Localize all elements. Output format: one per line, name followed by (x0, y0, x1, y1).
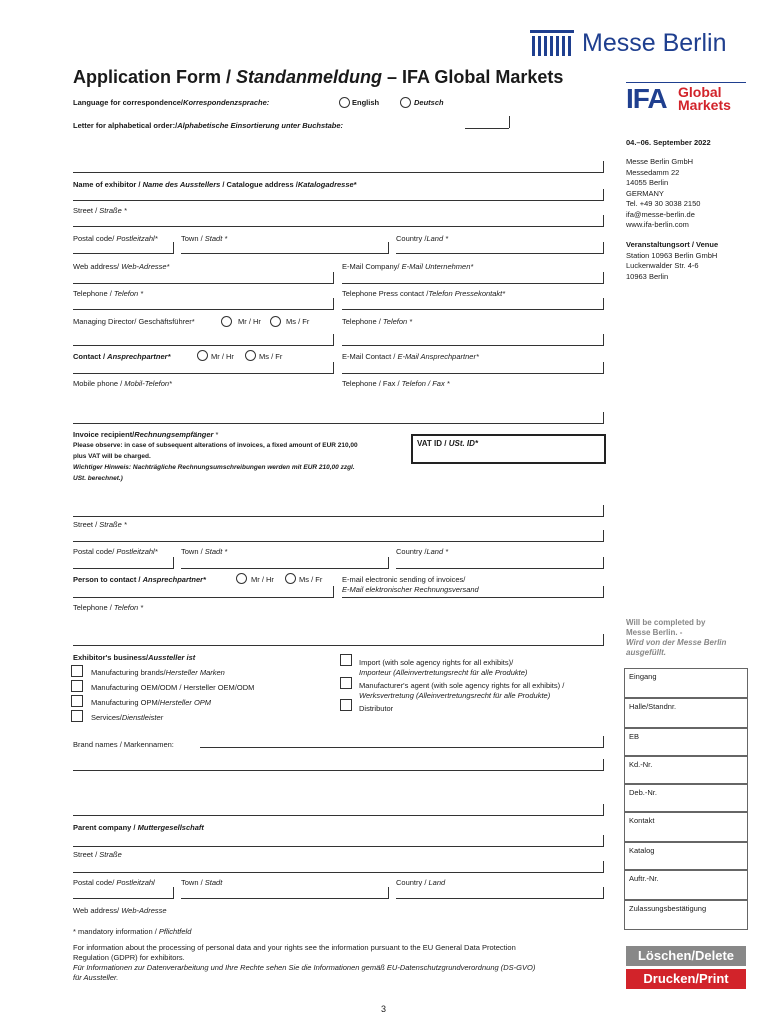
md-ms-label: Ms / Fr (286, 317, 310, 326)
invoice-postal-label: Postal code/ Postleitzahl* (73, 547, 158, 556)
business-manufacturing-brands-label: Manufacturing brands/Hersteller Marken (91, 668, 225, 677)
business-opm-label: Manufacturing OPM/Hersteller OPM (91, 698, 212, 707)
managing-director-input[interactable] (73, 345, 333, 346)
contact-label: Contact / Ansprechpartner* (73, 352, 171, 361)
field-auftr-nr[interactable]: Auftr.-Nr. (624, 870, 748, 900)
letter-label: Letter for alphabetical order:/Alphabetische Einsortierung unter Buchstabe: (73, 121, 344, 130)
business-agent-label: Manufacturer's agent (with sole agency rights for all exhibits) / Werksvertretung (Alleinvertretungsrecht für alle Produkte) (359, 681, 565, 700)
invoice-person-label: Person to contact / Ansprechpartner* (73, 575, 206, 584)
exhibitor-email-company-label: E-Mail Company/ E-Mail Unternehmen* (342, 262, 474, 271)
field-zulassungsbestaetigung[interactable]: Zulassungsbestätigung (624, 900, 748, 930)
invoice-street-input[interactable] (73, 541, 603, 542)
business-label: Exhibitor's business/Aussteller ist (73, 653, 196, 662)
messe-berlin-logo (530, 30, 750, 60)
business-distributor-checkbox[interactable] (340, 699, 352, 711)
exhibitor-telephone-input[interactable] (73, 309, 333, 310)
language-english-label: English (352, 98, 380, 107)
field-eingang[interactable]: Eingang (624, 668, 748, 698)
business-distributor-label: Distributor (359, 704, 394, 713)
parent-town-input[interactable] (181, 898, 388, 899)
delete-button[interactable]: Löschen/Delete (626, 946, 746, 966)
field-kontakt[interactable]: Kontakt (624, 812, 748, 842)
invoice-telephone-label: Telephone / Telefon * (73, 603, 144, 612)
parent-country-input[interactable] (396, 898, 603, 899)
language-deutsch-radio[interactable] (400, 97, 411, 108)
ifa-global-markets-logo (626, 82, 746, 114)
letter-input[interactable] (465, 128, 509, 129)
business-import-label: Import (with sole agency rights for all exhibits)/ Importeur (Alleinvertretungsrecht für alle Produkte) (359, 658, 528, 677)
business-services-checkbox[interactable] (71, 710, 83, 722)
parent-street-label: Street / Straße (73, 850, 122, 859)
messe-berlin-logo-text: Messe Berlin (582, 29, 727, 57)
privacy-note: For information about the processing of personal data and your rights see the information pursuant to the EU General Data Protection Regulation (GDPR) for exhibitors. Für Informationen zur Datenverarbeitung und Ihre Rechte sehen Sie die Informationen gemäß EU-Datenschutzgrundverordnung (DS-GVO) für Aussteller. (73, 943, 536, 982)
exhibitor-street-input[interactable] (73, 226, 603, 227)
language-english-radio[interactable] (339, 97, 350, 108)
brand-names-label: Brand names / Markennamen: (73, 740, 174, 749)
parent-company-input[interactable] (73, 846, 603, 847)
invoice-mr-label: Mr / Hr (251, 575, 274, 584)
parent-postal-input[interactable] (73, 898, 173, 899)
md-ms-radio[interactable] (270, 316, 281, 327)
organizer-address: Messe Berlin GmbH Messedamm 22 14055 Berlin GERMANY Tel. +49 30 3038 2150 ifa@messe-berlin.de www.ifa-berlin.com (626, 157, 701, 229)
invoice-recipient-label: Invoice recipient/Rechnungsempfänger * (73, 430, 219, 439)
business-agent-checkbox[interactable] (340, 677, 352, 689)
exhibitor-telephone-press-label: Telephone Press contact /Telefon Pressekontakt* (342, 289, 506, 298)
invoice-street-label: Street / Straße * (73, 520, 127, 529)
md-mr-radio[interactable] (221, 316, 232, 327)
ifa-logo-text: IFA (626, 83, 667, 114)
parent-postal-label: Postal code/ Postleitzahl (73, 878, 155, 887)
parent-country-label: Country / Land (396, 878, 446, 887)
invoice-top-line (73, 423, 603, 424)
invoice-town-label: Town / Stadt * (181, 547, 228, 556)
exhibitor-telephone-label: Telephone / Telefon * (73, 289, 144, 298)
exhibitor-telephone2-input[interactable] (342, 345, 603, 346)
contact-mr-radio[interactable] (197, 350, 208, 361)
print-button[interactable]: Drucken/Print (626, 969, 746, 989)
business-opm-checkbox[interactable] (71, 695, 83, 707)
md-mr-label: Mr / Hr (238, 317, 261, 326)
exhibitor-country-label: Country /Land * (396, 234, 449, 243)
vat-id-label: VAT ID / USt. ID* (417, 439, 479, 448)
invoice-mr-radio[interactable] (236, 573, 247, 584)
exhibitor-top-line (73, 172, 603, 173)
exhibitor-postal-label: Postal code/ Postleitzahl* (73, 234, 158, 243)
invoice-person-input[interactable] (73, 597, 333, 598)
messe-berlin-logo-icon (530, 30, 574, 58)
exhibitor-name-input[interactable] (73, 200, 603, 201)
event-dates: 04.–06. September 2022 (626, 138, 711, 147)
contact-ms-label: Ms / Fr (259, 352, 283, 361)
ifa-logo-markets: Markets (678, 97, 731, 113)
invoice-email-label: E-mail electronic sending of invoices/ E-Mail elektronischer Rechnungsversand (342, 575, 479, 594)
invoice-postal-input[interactable] (73, 568, 173, 569)
exhibitor-web-label: Web address/ Web-Adresse* (73, 262, 170, 271)
page-title: Application Form / Standanmeldung – IFA Global Markets (73, 67, 564, 87)
invoice-email-input[interactable] (342, 597, 603, 598)
exhibitor-postal-input[interactable] (73, 253, 173, 254)
language-deutsch-label: Deutsch (414, 98, 444, 107)
exhibitor-telephone-press-input[interactable] (342, 309, 603, 310)
field-eb[interactable]: EB (624, 728, 748, 756)
mobile-phone-label: Mobile phone / Mobil-Telefon* (73, 379, 172, 388)
invoice-country-label: Country /Land * (396, 547, 449, 556)
exhibitor-street-label: Street / Straße * (73, 206, 127, 215)
email-contact-input[interactable] (342, 373, 603, 374)
ifa-logo-global: Global (678, 84, 722, 100)
field-halle-standnr[interactable]: Halle/Standnr. (624, 698, 748, 728)
completed-by-note: Will be completed by Messe Berlin. - Wird von der Messe Berlin ausgefüllt. (626, 618, 727, 657)
contact-input[interactable] (73, 373, 333, 374)
exhibitor-town-input[interactable] (181, 253, 388, 254)
page-number: 3 (381, 1004, 387, 1014)
field-katalog[interactable]: Katalog (624, 842, 748, 870)
invoice-note: Please observe: in case of subsequent alterations of invoices, a fixed amount of EUR 210,00 plus VAT will be charged. Wichtiger Hinweis: Nachträgliche Rechnungsumschreibungen werden mit EUR 210,00 zzgl. USt. berechnet.) (73, 442, 358, 482)
parent-top-line (73, 815, 603, 816)
business-top-line (73, 645, 603, 646)
parent-town-label: Town / Stadt (181, 878, 223, 887)
business-import-checkbox[interactable] (340, 654, 352, 666)
business-services-label: Services/Dienstleister (91, 713, 164, 722)
parent-web-label: Web address/ Web-Adresse (73, 906, 167, 915)
field-kd-nr[interactable]: Kd.-Nr. (624, 756, 748, 784)
brand-names-input[interactable] (200, 747, 603, 748)
invoice-ms-label: Ms / Fr (299, 575, 323, 584)
exhibitor-name-label: Name of exhibitor / Name des Ausstellers / Catalogue address /Katalogadresse* (73, 180, 357, 189)
exhibitor-email-company-input[interactable] (342, 283, 603, 284)
invoice-name-input[interactable] (73, 516, 603, 517)
invoice-ms-radio[interactable] (285, 573, 296, 584)
venue-block: Veranstaltungsort / Venue Station 10963 Berlin GmbH Luckenwalder Str. 4-6 10963 Berlin (626, 240, 719, 281)
business-manufacturing-brands-checkbox[interactable] (71, 665, 83, 677)
vat-id-field[interactable] (411, 434, 606, 464)
exhibitor-country-input[interactable] (396, 253, 603, 254)
email-contact-label: E-Mail Contact / E-Mail Ansprechpartner* (342, 352, 479, 361)
field-deb-nr[interactable]: Deb.-Nr. (624, 784, 748, 812)
brand-names-input-2[interactable] (73, 770, 603, 771)
managing-director-label: Managing Director/ Geschäftsführer* (73, 317, 195, 326)
exhibitor-web-input[interactable] (73, 283, 333, 284)
invoice-country-input[interactable] (396, 568, 603, 569)
business-oem-odm-checkbox[interactable] (71, 680, 83, 692)
invoice-town-input[interactable] (181, 568, 388, 569)
mandatory-note: * mandatory information / Pflichtfeld (73, 927, 192, 936)
fax-label: Telephone / Fax / Telefon / Fax * (342, 379, 450, 388)
exhibitor-telephone2-label: Telephone / Telefon * (342, 317, 413, 326)
parent-company-label: Parent company / Muttergesellschaft (73, 823, 204, 832)
contact-ms-radio[interactable] (245, 350, 256, 361)
business-oem-odm-label: Manufacturing OEM/ODM / Hersteller OEM/ODM (91, 683, 255, 692)
exhibitor-town-label: Town / Stadt * (181, 234, 228, 243)
parent-street-input[interactable] (73, 872, 603, 873)
language-label: Language for correspondence/Korrespondenzsprache: (73, 98, 270, 107)
contact-mr-label: Mr / Hr (211, 352, 234, 361)
